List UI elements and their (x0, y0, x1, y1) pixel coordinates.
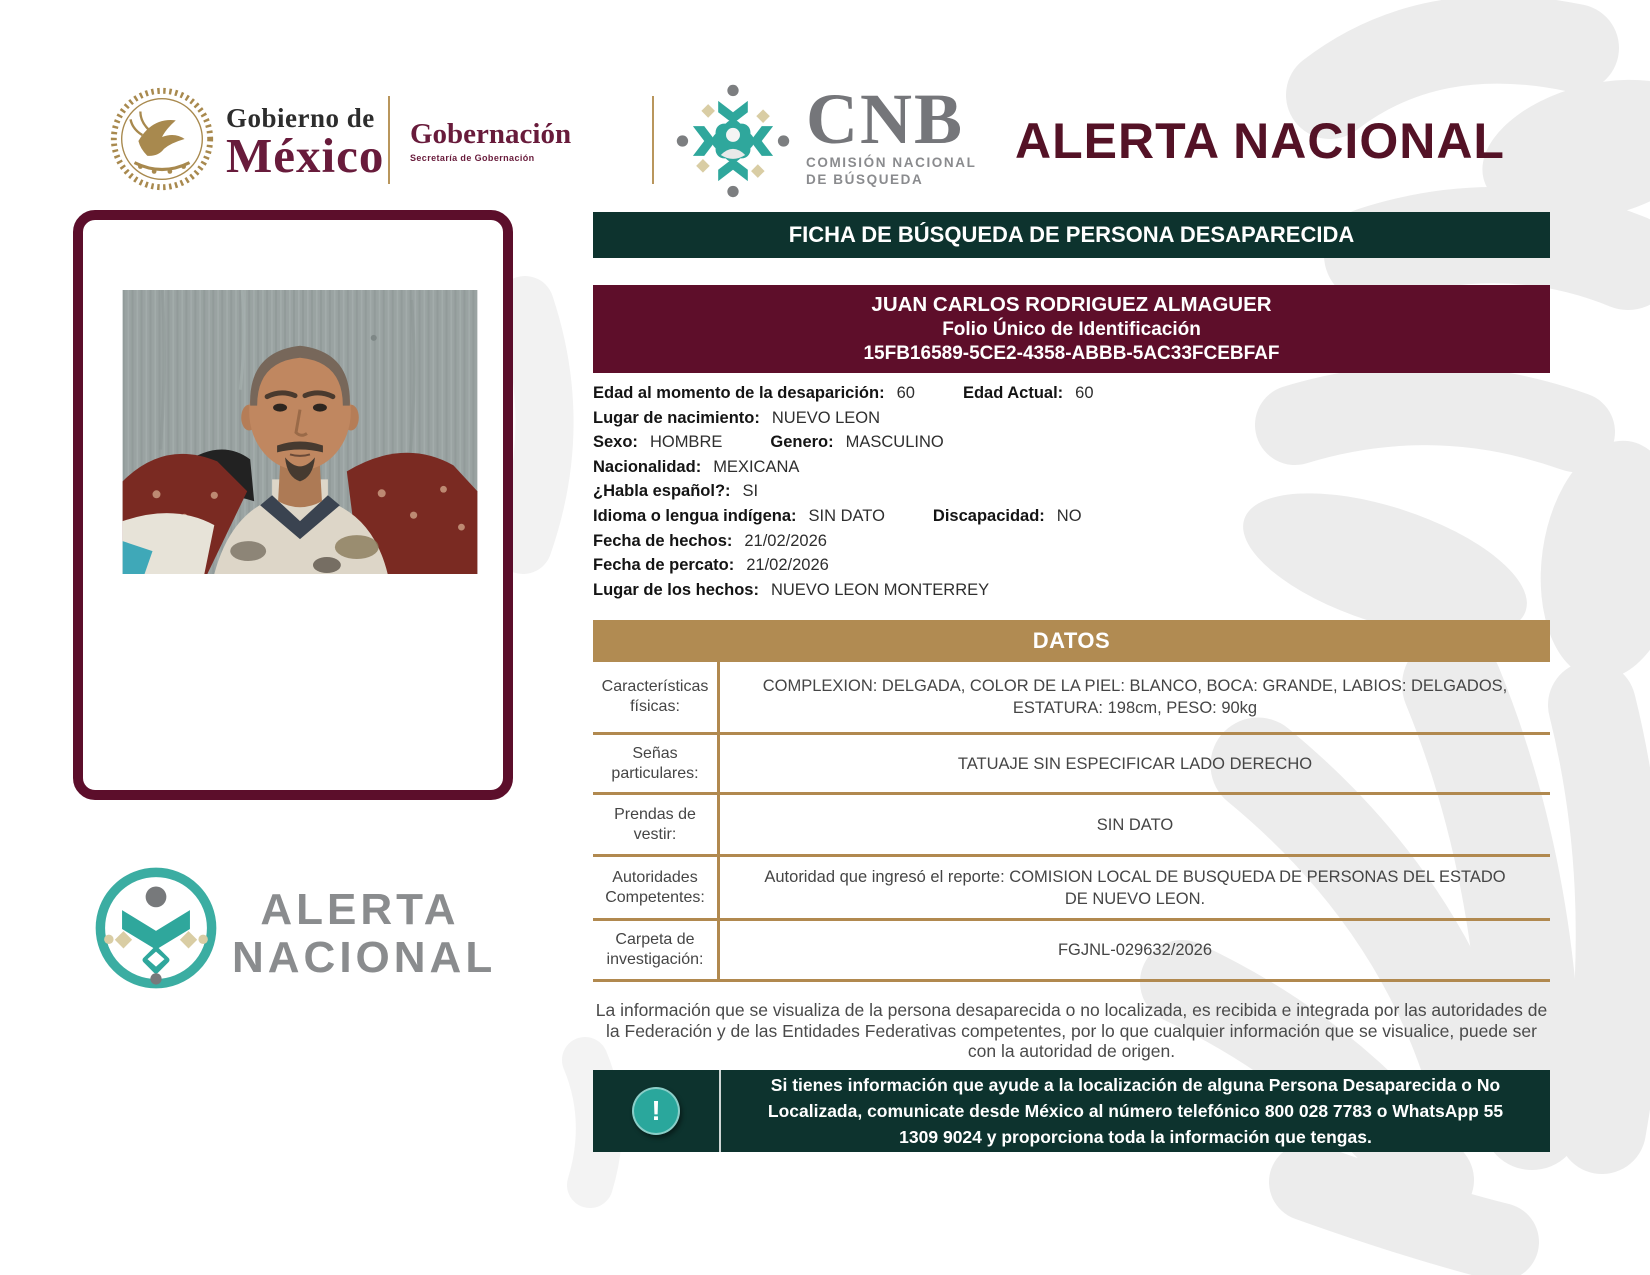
page-title: ALERTA NACIONAL (1015, 113, 1505, 169)
gobernacion-title: Gobernación (410, 118, 572, 150)
row-value: COMPLEXION: DELGADA, COLOR DE LA PIEL: BLANCO, BOCA: GRANDE, LABIOS: DELGADOS, ESTATURA: 198cm, PESO: 90kg (762, 677, 1508, 717)
field-label: Edad Actual: (962, 384, 1064, 402)
gobernacion-subtitle: Secretaría de Gobernación (410, 153, 535, 163)
hotline-banner (593, 1070, 1550, 1152)
gobernacion-wordmark (410, 118, 640, 163)
ficha-banner: FICHA DE BÚSQUEDA DE PERSONA DESAPARECIDA (593, 212, 1550, 258)
field-label: Idioma o lengua indígena: (593, 506, 797, 525)
field-label: Sexo: (593, 433, 638, 452)
header-divider (388, 96, 390, 184)
field-label: Genero: (770, 433, 834, 452)
header-divider (652, 96, 654, 184)
missing-person-photo (122, 290, 478, 574)
row-label: Prendas de vestir: (593, 795, 720, 854)
exclamation-icon: ! (632, 1087, 680, 1135)
row-label: Características físicas: (593, 662, 720, 732)
field-label: ¿Habla español?: (593, 482, 731, 501)
field-value: SI (742, 482, 759, 501)
field-value: HOMBRE (649, 433, 723, 452)
gobierno-de-mexico-wordmark (226, 103, 385, 183)
table-row-prendas (593, 795, 1550, 857)
row-value: TATUAJE SIN ESPECIFICAR LADO DERECHO (957, 754, 1313, 773)
datos-table (593, 662, 1550, 982)
field-value: NUEVO LEON MONTERREY (770, 580, 990, 599)
person-banner (593, 285, 1550, 373)
row-value: SIN DATO (1096, 815, 1174, 834)
field-fecha-hechos (593, 532, 1550, 557)
field-nacionalidad (593, 458, 1550, 483)
field-label: Edad al momento de la desaparición: (593, 384, 885, 402)
table-row-caracteristicas (593, 662, 1550, 735)
field-label: Nacionalidad: (593, 457, 702, 476)
row-label: Autoridades Competentes: (593, 857, 720, 918)
field-label: Lugar de los hechos: (593, 580, 759, 599)
field-value: 60 (1075, 384, 1094, 402)
alerta-nacional-logo-text (232, 885, 497, 982)
mexico-eagle-emblem-icon (103, 80, 221, 198)
field-label: Fecha de hechos: (593, 531, 733, 550)
datos-banner: DATOS (593, 620, 1550, 662)
folio-value: 15FB16589-5CE2-4358-ABBB-5AC33FCEBFAF (863, 343, 1280, 364)
field-label: Fecha de percato: (593, 556, 735, 575)
field-value: 21/02/2026 (746, 556, 829, 575)
field-value: MASCULINO (845, 433, 944, 452)
field-value: 21/02/2026 (744, 531, 827, 550)
row-value: FGJNL-029632/2026 (1057, 941, 1213, 959)
field-fecha-percato (593, 556, 1550, 581)
person-name: JUAN CARLOS RODRIGUEZ ALMAGUER (871, 293, 1272, 316)
cnb-acronym: CNB (806, 79, 965, 159)
table-row-carpeta (593, 921, 1550, 982)
row-label: Carpeta de investigación: (593, 921, 720, 979)
field-value: MEXICANA (713, 457, 800, 476)
person-info-fields (593, 384, 1550, 605)
field-value: NO (1056, 506, 1082, 525)
alerta-logo-line1: ALERTA (260, 885, 460, 934)
cnb-logo-icon (672, 80, 794, 202)
folio-label: Folio Único de Identificación (942, 319, 1201, 340)
field-habla-espanol (593, 482, 1550, 507)
field-label: Lugar de nacimiento: (593, 408, 760, 427)
gobierno-de-label: Gobierno de (226, 103, 375, 133)
field-lugar-nacimiento (593, 409, 1550, 434)
field-value: NUEVO LEON (771, 408, 881, 427)
disclaimer-text: La información que se visualiza de la persona desaparecida o no localizada, es recibida e integrada por las autoridades de la Federación y de las Entidades Federativas competentes, por lo que cualquier información que se visualice, puede ser con la autoridad de origen. (595, 1000, 1548, 1061)
hotline-icon-cell (593, 1070, 721, 1152)
hotline-message: Si tienes información que ayude a la localización de alguna Persona Desaparecida o No Localizada, comunicate desde México al número telefónico 800 028 7783 o WhatsApp 55 1309 9024 y proporciona toda la información que tengas. (767, 1075, 1504, 1147)
alerta-nacional-logo-icon (90, 862, 222, 994)
cnb-name-line1: COMISIÓN NACIONAL (806, 155, 977, 170)
field-edad (593, 384, 1550, 409)
mexico-label: México (226, 128, 385, 183)
cnb-name-line2: DE BÚSQUEDA (806, 172, 924, 187)
field-sexo-genero (593, 433, 1550, 458)
row-value: Autoridad que ingresó el reporte: COMISION LOCAL DE BUSQUEDA DE PERSONAS DEL ESTADO DE NUEVO LEON. (764, 867, 1506, 908)
table-row-senas (593, 735, 1550, 795)
alerta-logo-line2: NACIONAL (232, 933, 497, 982)
field-idioma-discapacidad (593, 507, 1550, 532)
table-row-autoridades (593, 857, 1550, 921)
field-value: SIN DATO (808, 506, 885, 525)
field-lugar-hechos (593, 581, 1550, 606)
field-value: 60 (896, 384, 915, 402)
field-label: Discapacidad: (932, 506, 1045, 525)
row-label: Señas particulares: (593, 735, 720, 792)
